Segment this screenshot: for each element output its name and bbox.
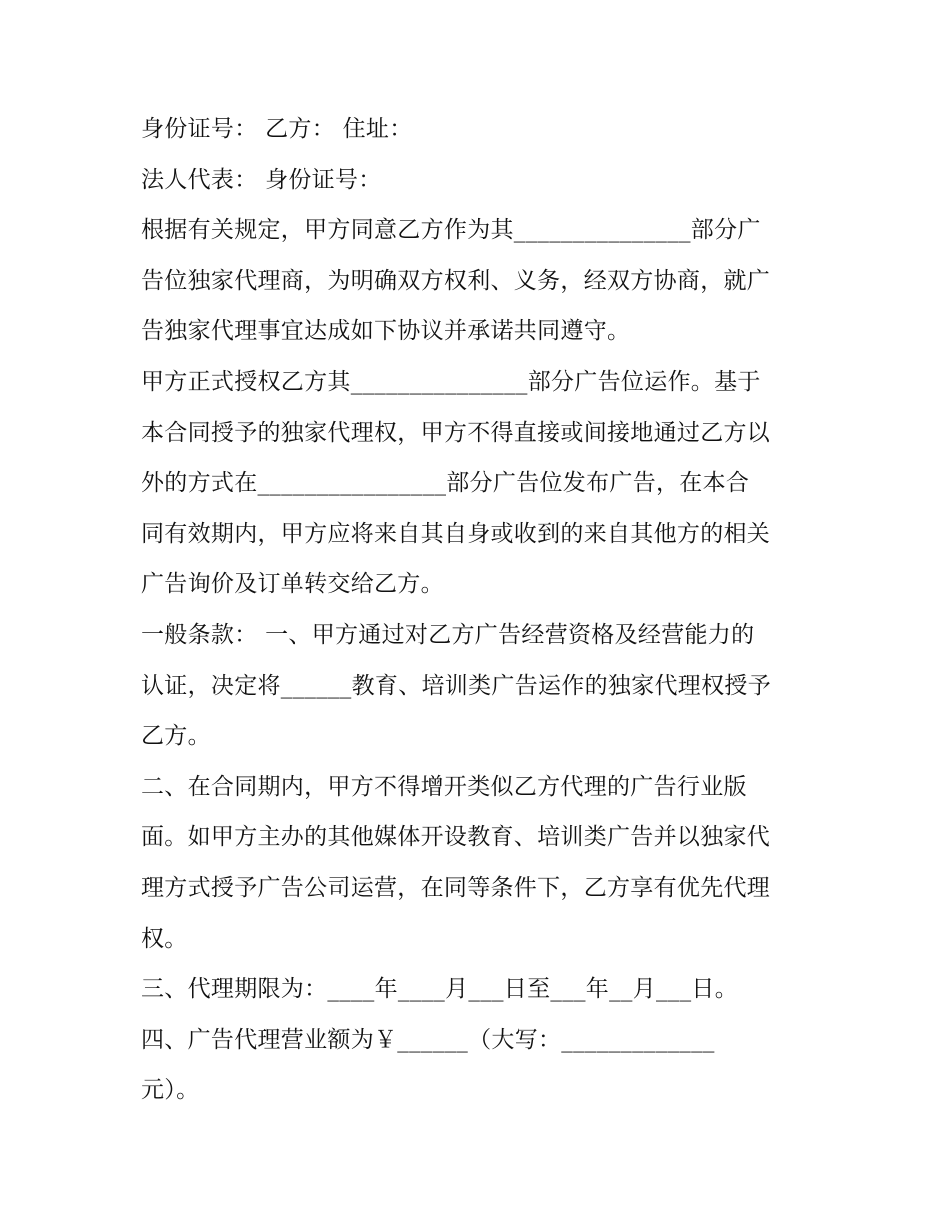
- text-line: 理方式授予广告公司运营，在同等条件下，乙方享有优先代理: [141, 874, 771, 901]
- paragraph-preamble: [141, 205, 821, 357]
- text-line: 二、在合同期内，甲方不得增开类似乙方代理的广告行业版: [141, 773, 747, 800]
- paragraph-clause-2: [141, 762, 821, 964]
- text-line: 广告询价及订单转交给乙方。: [141, 571, 444, 598]
- text-line: 同有效期内，甲方应将来自其自身或收到的来自其他方的相关: [141, 520, 771, 547]
- text-line: 本合同授予的独家代理权，甲方不得直接或间接地通过乙方以: [141, 419, 771, 446]
- text-line: 一般条款： 一、甲方通过对乙方广告经营资格及经营能力的: [141, 621, 755, 648]
- text-line: 告位独家代理商，为明确双方权利、义务，经双方协商，就广: [141, 267, 771, 294]
- text-line: 元）。: [141, 1077, 200, 1104]
- text-line: 乙方。: [141, 723, 211, 750]
- paragraph-general-terms-1: [141, 610, 821, 762]
- text-line: 告独家代理事宜达成如下协议并承诺共同遵守。: [141, 318, 631, 345]
- text-line: 甲方正式授权乙方其_______________部分广告位运作。基于: [141, 368, 761, 395]
- paragraph-clause-4: [141, 1015, 821, 1116]
- text-line: 法人代表： 身份证号：: [141, 166, 382, 193]
- text-line: 根据有关规定，甲方同意乙方作为其_______________部分广: [141, 217, 761, 244]
- document-body: [141, 104, 821, 1116]
- paragraph-authorization: [141, 357, 821, 610]
- text-line: 三、代理期限为：____年____月___日至___年__月___日。: [141, 976, 738, 1003]
- text-line: 四、广告代理营业额为￥______（大写：_____________: [141, 1026, 715, 1053]
- paragraph-legal-rep: [141, 155, 821, 206]
- text-line: 认证，决定将______教育、培训类广告运作的独家代理权授予: [141, 672, 771, 699]
- text-line: 权。: [141, 925, 188, 952]
- text-line: 面。如甲方主办的其他媒体开设教育、培训类广告并以独家代: [141, 824, 771, 851]
- text-line: 身份证号： 乙方： 住址：: [141, 116, 413, 142]
- paragraph-id-address: [141, 104, 821, 155]
- text-line: 外的方式在________________部分广告位发布广告，在本合: [141, 470, 750, 497]
- paragraph-clause-3: [141, 964, 821, 1015]
